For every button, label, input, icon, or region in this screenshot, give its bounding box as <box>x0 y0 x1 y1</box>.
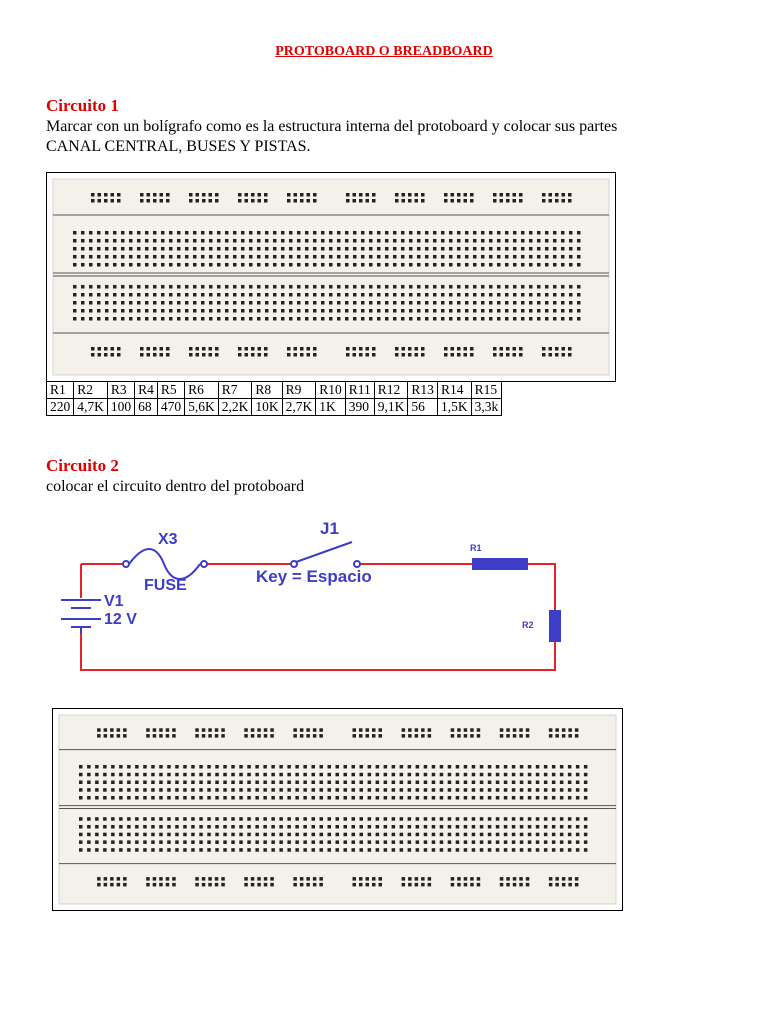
resistor-table-header-row <box>47 382 502 399</box>
resistor-value-cell: 1K <box>316 399 346 416</box>
r1-label: R1 <box>470 543 482 553</box>
breadboard-graphic <box>53 709 622 910</box>
resistor-header-cell: R13 <box>408 382 438 399</box>
circuit1-instruction-line2: CANAL CENTRAL, BUSES Y PISTAS. <box>46 138 311 155</box>
resistor-value-cell: 1,5K <box>437 399 471 416</box>
resistor-header-cell: R2 <box>74 382 108 399</box>
resistor-header-cell: R10 <box>316 382 346 399</box>
switch-key-label: Key = Espacio <box>256 567 372 586</box>
resistor-value-cell: 10K <box>252 399 282 416</box>
resistor-table-value-row <box>47 399 502 416</box>
breadboard-image-2 <box>52 708 623 911</box>
resistor-table <box>46 381 502 416</box>
circuit2-heading: Circuito 2 <box>46 456 119 475</box>
fuse-ref-label: X3 <box>158 531 178 548</box>
right-wire-lower <box>81 634 555 670</box>
resistor-value-cell: 100 <box>107 399 134 416</box>
battery-symbol <box>61 600 101 634</box>
r2-symbol <box>549 610 561 642</box>
document-title: PROTOBOARD O BREADBOARD <box>275 44 493 59</box>
resistor-value-cell: 4,7K <box>74 399 108 416</box>
fuse-symbol <box>123 549 207 579</box>
r1-symbol <box>472 558 528 570</box>
top-wire-far-right <box>528 564 555 610</box>
circuit1-instruction-line1: Marcar con un bolígrafo como es la estructura interna del protoboard y colocar sus partes <box>46 118 618 135</box>
resistor-value-cell: 2,7K <box>282 399 316 416</box>
breadboard-graphic <box>47 173 615 381</box>
resistor-value-cell: 220 <box>47 399 74 416</box>
resistor-header-cell: R8 <box>252 382 282 399</box>
source-value-label: 12 V <box>104 611 137 628</box>
schematic-graphic <box>52 516 572 676</box>
circuit1-heading: Circuito 1 <box>46 96 119 115</box>
resistor-header-cell: R11 <box>345 382 374 399</box>
source-ref-label: V1 <box>104 593 124 610</box>
resistor-value-cell: 5,6K <box>185 399 219 416</box>
resistor-header-cell: R14 <box>437 382 471 399</box>
resistor-header-cell: R6 <box>185 382 219 399</box>
resistor-value-cell: 2,2K <box>218 399 252 416</box>
resistor-header-cell: R5 <box>157 382 184 399</box>
switch-ref-label: J1 <box>320 519 339 538</box>
resistor-header-cell: R4 <box>135 382 158 399</box>
circuit2-instruction: colocar el circuito dentro del protoboard <box>46 478 305 495</box>
resistor-value-cell: 56 <box>408 399 438 416</box>
resistor-header-cell: R1 <box>47 382 74 399</box>
resistor-value-cell: 470 <box>157 399 184 416</box>
fuse-label: FUSE <box>144 577 187 594</box>
resistor-header-cell: R7 <box>218 382 252 399</box>
resistor-value-cell: 68 <box>135 399 158 416</box>
circuit-schematic <box>52 516 572 681</box>
resistor-header-cell: R9 <box>282 382 316 399</box>
resistor-header-cell: R3 <box>107 382 134 399</box>
switch-symbol <box>291 542 360 567</box>
resistor-header-cell: R15 <box>471 382 502 399</box>
resistor-value-cell: 9,1K <box>374 399 408 416</box>
breadboard-image-1 <box>46 172 616 382</box>
resistor-header-cell: R12 <box>374 382 408 399</box>
resistor-value-cell: 390 <box>345 399 374 416</box>
r2-label: R2 <box>522 620 534 630</box>
resistor-value-cell: 3,3k <box>471 399 502 416</box>
